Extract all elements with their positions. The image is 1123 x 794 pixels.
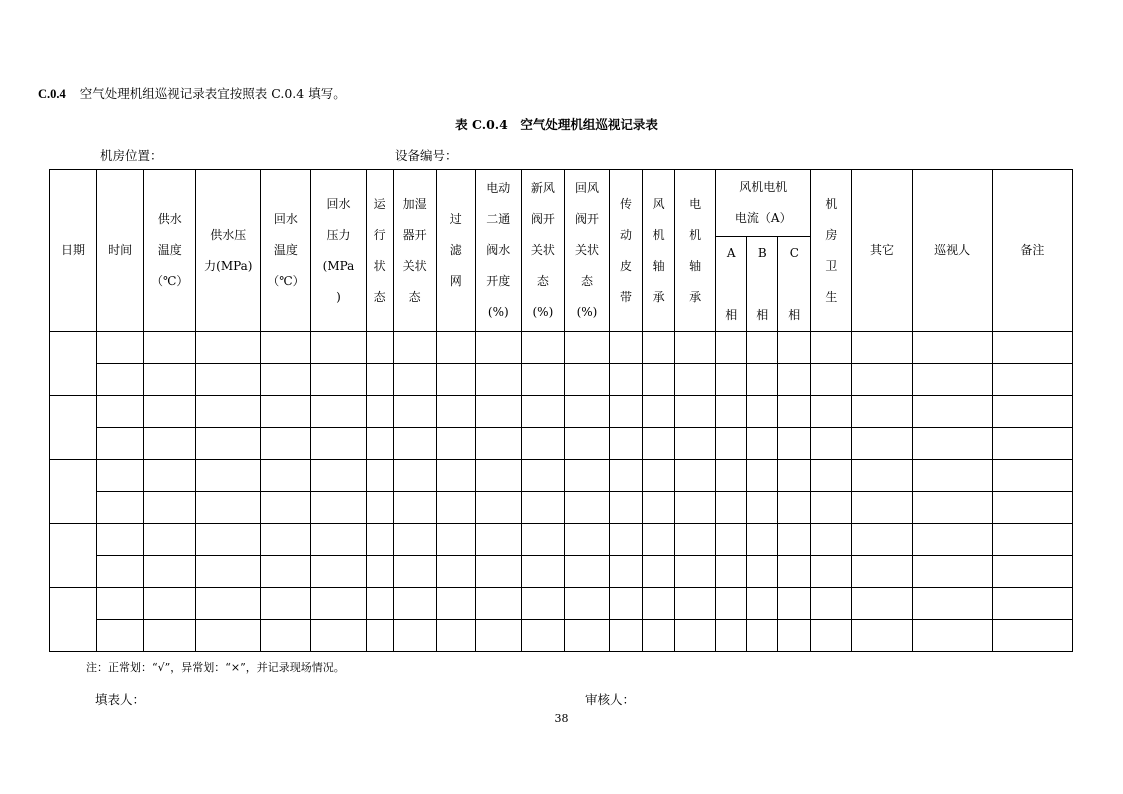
record-cell[interactable] [436,396,475,428]
header-phase-c: C 相 [778,237,811,332]
record-cell[interactable] [852,364,912,396]
record-cell[interactable] [393,524,436,556]
record-cell[interactable] [912,524,992,556]
record-cell[interactable] [261,460,311,492]
record-cell[interactable] [311,428,366,460]
record-cell[interactable] [912,428,992,460]
record-cell[interactable] [811,588,852,620]
header-electric-valve: 电动 二通 阀水 开度 (%) [475,170,521,332]
record-cell[interactable] [196,524,261,556]
record-cell[interactable] [564,332,609,364]
record-cell[interactable] [609,364,642,396]
clause-heading [38,84,346,102]
record-cell[interactable] [97,332,144,364]
record-cell[interactable] [852,332,912,364]
record-cell[interactable] [778,364,811,396]
record-cell[interactable] [97,460,144,492]
record-cell[interactable] [196,588,261,620]
record-cell[interactable] [366,492,393,524]
record-cell[interactable] [778,428,811,460]
record-cell[interactable] [811,556,852,588]
record-cell[interactable] [475,524,521,556]
table-row [50,460,1073,492]
record-cell[interactable] [311,620,366,652]
record-cell[interactable] [436,588,475,620]
clause-text: 空气处理机组巡视记录表宜按照表 C.0.4 填写。 [79,86,346,101]
record-cell[interactable] [811,396,852,428]
record-cell[interactable] [393,588,436,620]
record-cell[interactable] [643,364,675,396]
record-cell[interactable] [747,364,778,396]
header-motor-current: 风机电机 电流（A） [716,170,811,237]
record-cell[interactable] [196,620,261,652]
record-cell[interactable] [97,556,144,588]
table-row [50,524,1073,556]
record-cell[interactable] [716,332,747,364]
header-return-pressure: 回水 压力 (MPa ) [311,170,366,332]
record-cell[interactable] [716,460,747,492]
record-cell[interactable] [778,524,811,556]
table-row [50,556,1073,588]
record-cell[interactable] [992,620,1072,652]
record-cell[interactable] [393,396,436,428]
record-cell[interactable] [747,460,778,492]
record-cell[interactable] [643,620,675,652]
record-cell[interactable] [261,524,311,556]
header-phase-b: B 相 [747,237,778,332]
record-cell[interactable] [393,428,436,460]
record-cell[interactable] [475,588,521,620]
record-cell[interactable] [564,524,609,556]
record-cell[interactable] [675,492,716,524]
record-cell[interactable] [564,460,609,492]
record-cell[interactable] [811,428,852,460]
record-cell[interactable] [261,588,311,620]
date-cell[interactable] [50,524,97,588]
record-cell[interactable] [261,364,311,396]
record-cell[interactable] [366,396,393,428]
header-motor-bearing: 电 机 轴 承 [675,170,716,332]
header-supply-temp: 供水 温度 （℃） [144,170,196,332]
record-cell[interactable] [366,428,393,460]
header-filter-net: 过 滤 网 [436,170,475,332]
record-cell[interactable] [778,588,811,620]
record-cell[interactable] [144,428,196,460]
record-cell[interactable] [852,428,912,460]
record-cell[interactable] [475,428,521,460]
record-cell[interactable] [747,332,778,364]
record-cell[interactable] [261,428,311,460]
record-cell[interactable] [393,492,436,524]
record-cell[interactable] [747,524,778,556]
record-cell[interactable] [992,524,1072,556]
record-cell[interactable] [609,396,642,428]
record-cell[interactable] [521,460,564,492]
record-cell[interactable] [97,492,144,524]
record-cell[interactable] [643,332,675,364]
record-cell[interactable] [675,428,716,460]
table-row [50,588,1073,620]
record-cell[interactable] [675,460,716,492]
record-cell[interactable] [675,556,716,588]
record-cell[interactable] [852,524,912,556]
record-cell[interactable] [912,588,992,620]
record-cell[interactable] [778,620,811,652]
record-cell[interactable] [564,556,609,588]
record-cell[interactable] [778,460,811,492]
record-cell[interactable] [393,556,436,588]
record-cell[interactable] [716,492,747,524]
date-cell[interactable] [50,332,97,396]
record-cell[interactable] [97,524,144,556]
record-cell[interactable] [261,556,311,588]
record-cell[interactable] [912,396,992,428]
record-cell[interactable] [716,428,747,460]
record-cell[interactable] [716,396,747,428]
record-cell[interactable] [811,460,852,492]
record-cell[interactable] [609,332,642,364]
record-cell[interactable] [311,588,366,620]
record-cell[interactable] [811,524,852,556]
record-cell[interactable] [196,332,261,364]
record-cell[interactable] [436,620,475,652]
record-cell[interactable] [393,620,436,652]
header-supply-pressure: 供水压 力(MPa) [196,170,261,332]
record-cell[interactable] [475,492,521,524]
record-cell[interactable] [643,524,675,556]
record-cell[interactable] [144,588,196,620]
header-fan-bearing: 风 机 轴 承 [643,170,675,332]
date-cell[interactable] [50,396,97,460]
date-cell[interactable] [50,460,97,524]
record-cell[interactable] [747,588,778,620]
header-return-air-valve: 回风 阀开 关状 态 (%) [564,170,609,332]
record-cell[interactable] [366,364,393,396]
record-cell[interactable] [675,524,716,556]
header-other: 其它 [852,170,912,332]
record-cell[interactable] [716,524,747,556]
record-cell[interactable] [261,332,311,364]
record-cell[interactable] [366,460,393,492]
record-cell[interactable] [436,332,475,364]
record-cell[interactable] [912,364,992,396]
record-cell[interactable] [609,524,642,556]
record-cell[interactable] [521,364,564,396]
record-cell[interactable] [196,364,261,396]
record-cell[interactable] [97,428,144,460]
record-cell[interactable] [196,492,261,524]
record-cell[interactable] [716,620,747,652]
record-cell[interactable] [261,396,311,428]
record-cell[interactable] [521,428,564,460]
record-cell[interactable] [196,460,261,492]
room-location-label: 机房位置： [100,148,163,163]
record-cell[interactable] [97,396,144,428]
record-cell[interactable] [261,492,311,524]
record-cell[interactable] [436,556,475,588]
equipment-number-label: 设备编号： [395,148,458,163]
table-row [50,492,1073,524]
record-cell[interactable] [436,524,475,556]
header-running-state: 运 行 状 态 [366,170,393,332]
record-cell[interactable] [366,588,393,620]
record-cell[interactable] [811,364,852,396]
record-cell[interactable] [144,524,196,556]
record-cell[interactable] [811,332,852,364]
record-cell[interactable] [393,460,436,492]
record-cell[interactable] [675,332,716,364]
record-cell[interactable] [311,492,366,524]
record-cell[interactable] [521,588,564,620]
record-cell[interactable] [521,620,564,652]
record-cell[interactable] [609,620,642,652]
record-cell[interactable] [311,396,366,428]
record-cell[interactable] [366,556,393,588]
record-cell[interactable] [992,364,1072,396]
record-cell[interactable] [311,364,366,396]
record-cell[interactable] [912,460,992,492]
record-cell[interactable] [393,332,436,364]
record-cell[interactable] [675,588,716,620]
record-cell[interactable] [675,620,716,652]
record-cell[interactable] [912,556,992,588]
record-cell[interactable] [144,556,196,588]
record-cell[interactable] [521,492,564,524]
header-phase-a: A 相 [716,237,747,332]
record-cell[interactable] [475,364,521,396]
record-cell[interactable] [778,396,811,428]
record-cell[interactable] [643,396,675,428]
record-cell[interactable] [716,364,747,396]
record-cell[interactable] [609,492,642,524]
record-cell[interactable] [521,396,564,428]
filler-signature-label: 填表人： [95,692,146,707]
record-cell[interactable] [311,332,366,364]
record-cell[interactable] [311,556,366,588]
record-cell[interactable] [196,428,261,460]
record-cell[interactable] [992,556,1072,588]
record-cell[interactable] [564,492,609,524]
record-cell[interactable] [609,588,642,620]
record-cell[interactable] [366,524,393,556]
record-cell[interactable] [852,620,912,652]
reviewer-signature-label: 审核人： [585,692,636,707]
record-cell[interactable] [144,332,196,364]
record-cell[interactable] [144,396,196,428]
table-row [50,364,1073,396]
record-cell[interactable] [716,588,747,620]
record-cell[interactable] [97,364,144,396]
header-date: 日期 [50,170,97,332]
record-cell[interactable] [393,364,436,396]
record-cell[interactable] [992,460,1072,492]
table-caption: 表 C.0.4 空气处理机组巡视记录表 [455,117,658,132]
header-time: 时间 [97,170,144,332]
record-cell[interactable] [811,620,852,652]
inspection-record-table [49,169,1073,652]
record-cell[interactable] [716,556,747,588]
record-cell[interactable] [196,396,261,428]
record-body [50,332,1073,652]
record-cell[interactable] [366,332,393,364]
record-cell[interactable] [97,588,144,620]
table-note: 注：正常划：“√”，异常划：“×”，并记录现场情况。 [86,661,345,674]
record-cell[interactable] [436,492,475,524]
record-cell[interactable] [852,588,912,620]
header-drive-belt: 传 动 皮 带 [609,170,642,332]
record-cell[interactable] [436,364,475,396]
record-cell[interactable] [675,396,716,428]
record-cell[interactable] [311,524,366,556]
record-cell[interactable] [521,332,564,364]
record-cell[interactable] [564,620,609,652]
header-return-temp: 回水 温度 （℃） [261,170,311,332]
record-cell[interactable] [609,460,642,492]
header-humidifier-switch: 加湿 器开 关状 态 [393,170,436,332]
page-number: 38 [554,712,569,725]
record-cell[interactable] [144,492,196,524]
record-cell[interactable] [196,556,261,588]
record-cell[interactable] [311,460,366,492]
table-row [50,396,1073,428]
record-cell[interactable] [475,396,521,428]
table-row [50,620,1073,652]
record-cell[interactable] [778,556,811,588]
header-remarks: 备注 [992,170,1072,332]
table-row [50,428,1073,460]
record-cell[interactable] [852,492,912,524]
record-cell[interactable] [912,620,992,652]
record-cell[interactable] [475,460,521,492]
record-cell[interactable] [747,428,778,460]
record-cell[interactable] [643,492,675,524]
record-cell[interactable] [261,620,311,652]
record-cell[interactable] [643,428,675,460]
record-cell[interactable] [852,556,912,588]
record-cell[interactable] [747,556,778,588]
record-cell[interactable] [475,332,521,364]
record-cell[interactable] [564,428,609,460]
record-cell[interactable] [521,524,564,556]
record-cell[interactable] [675,364,716,396]
record-cell[interactable] [811,492,852,524]
record-cell[interactable] [144,460,196,492]
record-cell[interactable] [852,396,912,428]
record-cell[interactable] [475,620,521,652]
record-cell[interactable] [609,556,642,588]
record-cell[interactable] [747,492,778,524]
record-cell[interactable] [992,588,1072,620]
record-cell[interactable] [852,460,912,492]
header-fresh-air-valve: 新风 阀开 关状 态 (%) [521,170,564,332]
record-cell[interactable] [992,332,1072,364]
record-cell[interactable] [643,556,675,588]
header-inspector: 巡视人 [912,170,992,332]
record-cell[interactable] [643,460,675,492]
clause-number: C.0.4 [38,87,66,101]
record-cell[interactable] [747,620,778,652]
record-cell[interactable] [564,364,609,396]
header-room-hygiene: 机 房 卫 生 [811,170,852,332]
record-cell[interactable] [144,364,196,396]
record-cell[interactable] [475,556,521,588]
record-cell[interactable] [97,620,144,652]
record-cell[interactable] [436,460,475,492]
record-cell[interactable] [992,428,1072,460]
record-cell[interactable] [747,396,778,428]
record-cell[interactable] [564,588,609,620]
record-cell[interactable] [778,332,811,364]
record-cell[interactable] [609,428,642,460]
record-cell[interactable] [436,428,475,460]
record-cell[interactable] [912,492,992,524]
record-cell[interactable] [521,556,564,588]
record-cell[interactable] [778,492,811,524]
record-cell[interactable] [912,332,992,364]
table-row [50,332,1073,364]
record-cell[interactable] [366,620,393,652]
record-cell[interactable] [992,492,1072,524]
record-cell[interactable] [643,588,675,620]
date-cell[interactable] [50,588,97,652]
record-cell[interactable] [144,620,196,652]
record-cell[interactable] [992,396,1072,428]
record-cell[interactable] [564,396,609,428]
